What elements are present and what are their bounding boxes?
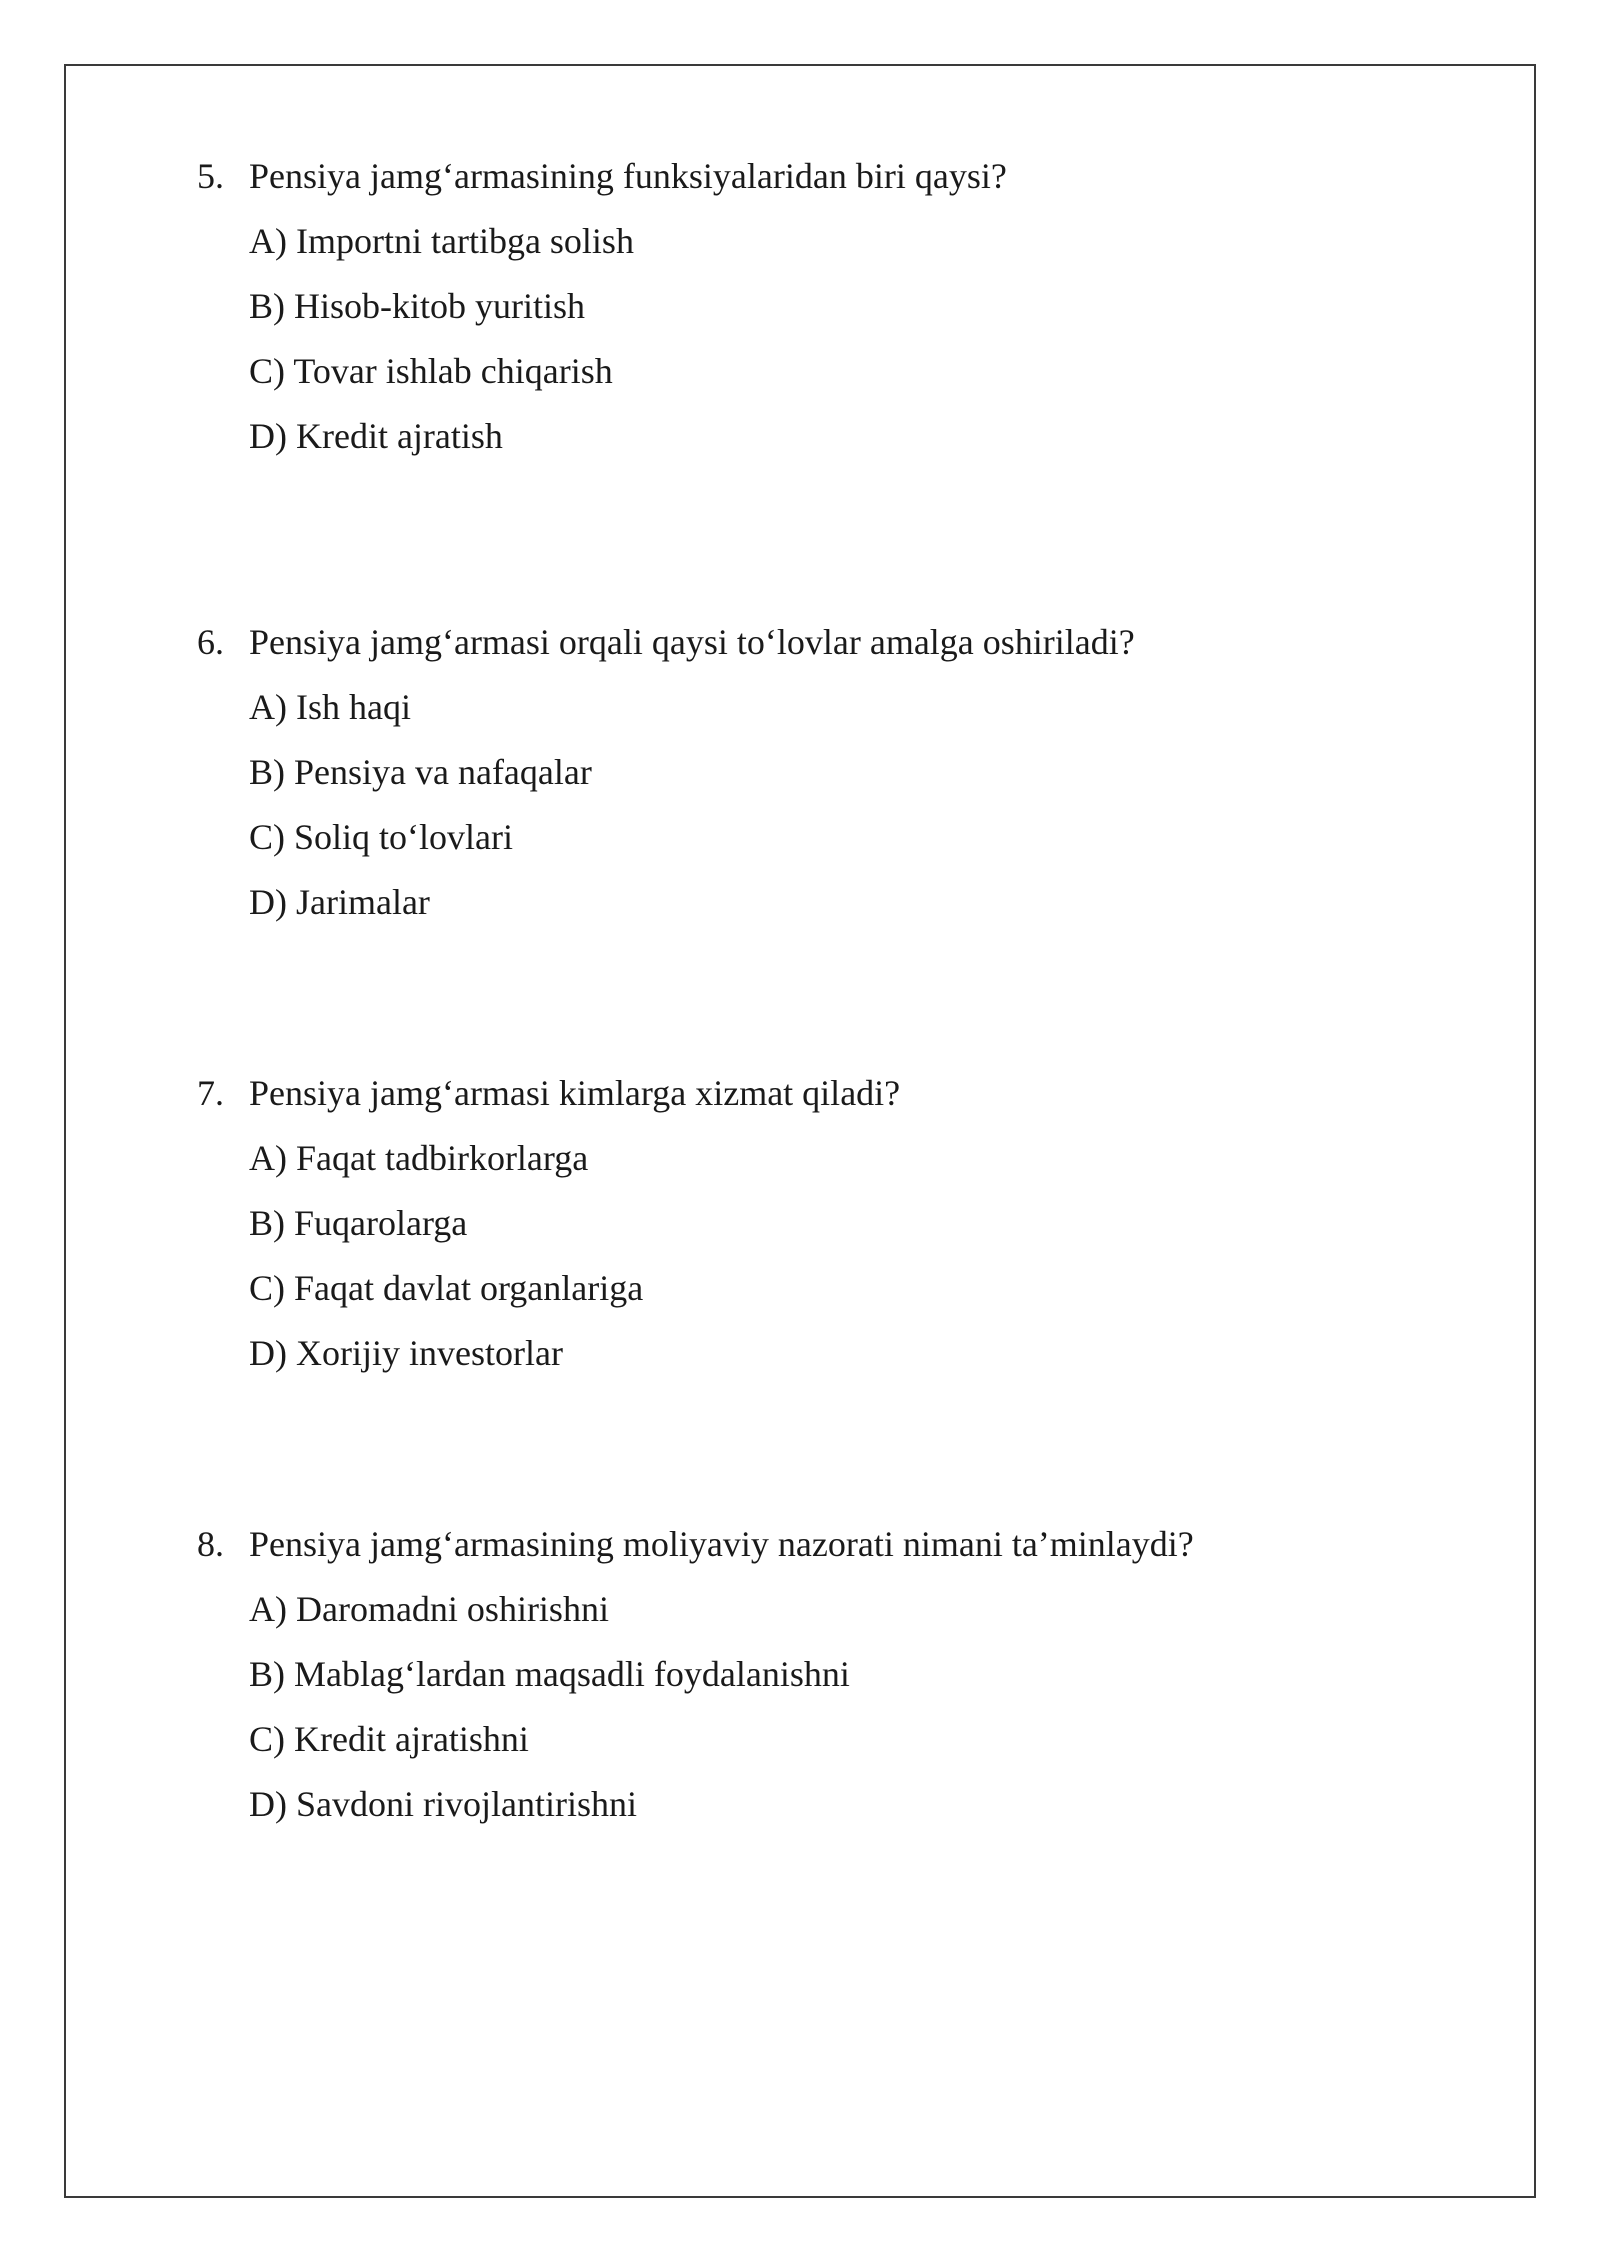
question-number: 7. — [197, 1073, 224, 1113]
option-a: A) Importni tartibga solish — [249, 221, 634, 261]
option-a: A) Daromadni oshirishni — [249, 1589, 609, 1629]
option-d: D) Kredit ajratish — [249, 416, 503, 456]
option-d: D) Savdoni rivojlantirishni — [249, 1784, 637, 1824]
question-stem — [197, 1523, 1447, 1565]
option-c: C) Kredit ajratishni — [249, 1719, 529, 1759]
option-c: C) Faqat davlat organlariga — [249, 1268, 644, 1308]
option-b: B) Fuqarolarga — [249, 1203, 468, 1243]
question-stem — [197, 1072, 1447, 1114]
option-b: B) Mablag‘lardan maqsadli foydalanishni — [249, 1654, 850, 1694]
question-7 — [197, 1072, 1447, 1374]
option-a: A) Faqat tadbirkorlarga — [249, 1138, 589, 1178]
question-text: Pensiya jamg‘armasi kimlarga xizmat qiladi? — [249, 1073, 901, 1113]
question-5 — [197, 155, 1447, 457]
option-c: C) Tovar ishlab chiqarish — [249, 351, 613, 391]
answer-options — [249, 1588, 1447, 1825]
question-number: 6. — [197, 622, 224, 662]
option-b: B) Hisob-kitob yuritish — [249, 286, 586, 326]
option-c: C) Soliq to‘lovlari — [249, 817, 513, 857]
question-6 — [197, 621, 1447, 923]
question-text: Pensiya jamg‘armasining moliyaviy nazorati nimani ta’minlaydi? — [249, 1524, 1194, 1564]
option-d: D) Xorijiy investorlar — [249, 1333, 563, 1373]
question-stem — [197, 155, 1447, 197]
question-number: 8. — [197, 1524, 224, 1564]
option-a: A) Ish haqi — [249, 687, 411, 727]
answer-options — [249, 686, 1447, 923]
question-stem — [197, 621, 1447, 663]
option-b: B) Pensiya va nafaqalar — [249, 752, 592, 792]
answer-options — [249, 1137, 1447, 1374]
option-d: D) Jarimalar — [249, 882, 430, 922]
question-8 — [197, 1523, 1447, 1825]
answer-options — [249, 220, 1447, 457]
question-text: Pensiya jamg‘armasi orqali qaysi to‘lovlar amalga oshiriladi? — [249, 622, 1135, 662]
question-number: 5. — [197, 156, 224, 196]
question-text: Pensiya jamg‘armasining funksiyalaridan biri qaysi? — [249, 156, 1007, 196]
